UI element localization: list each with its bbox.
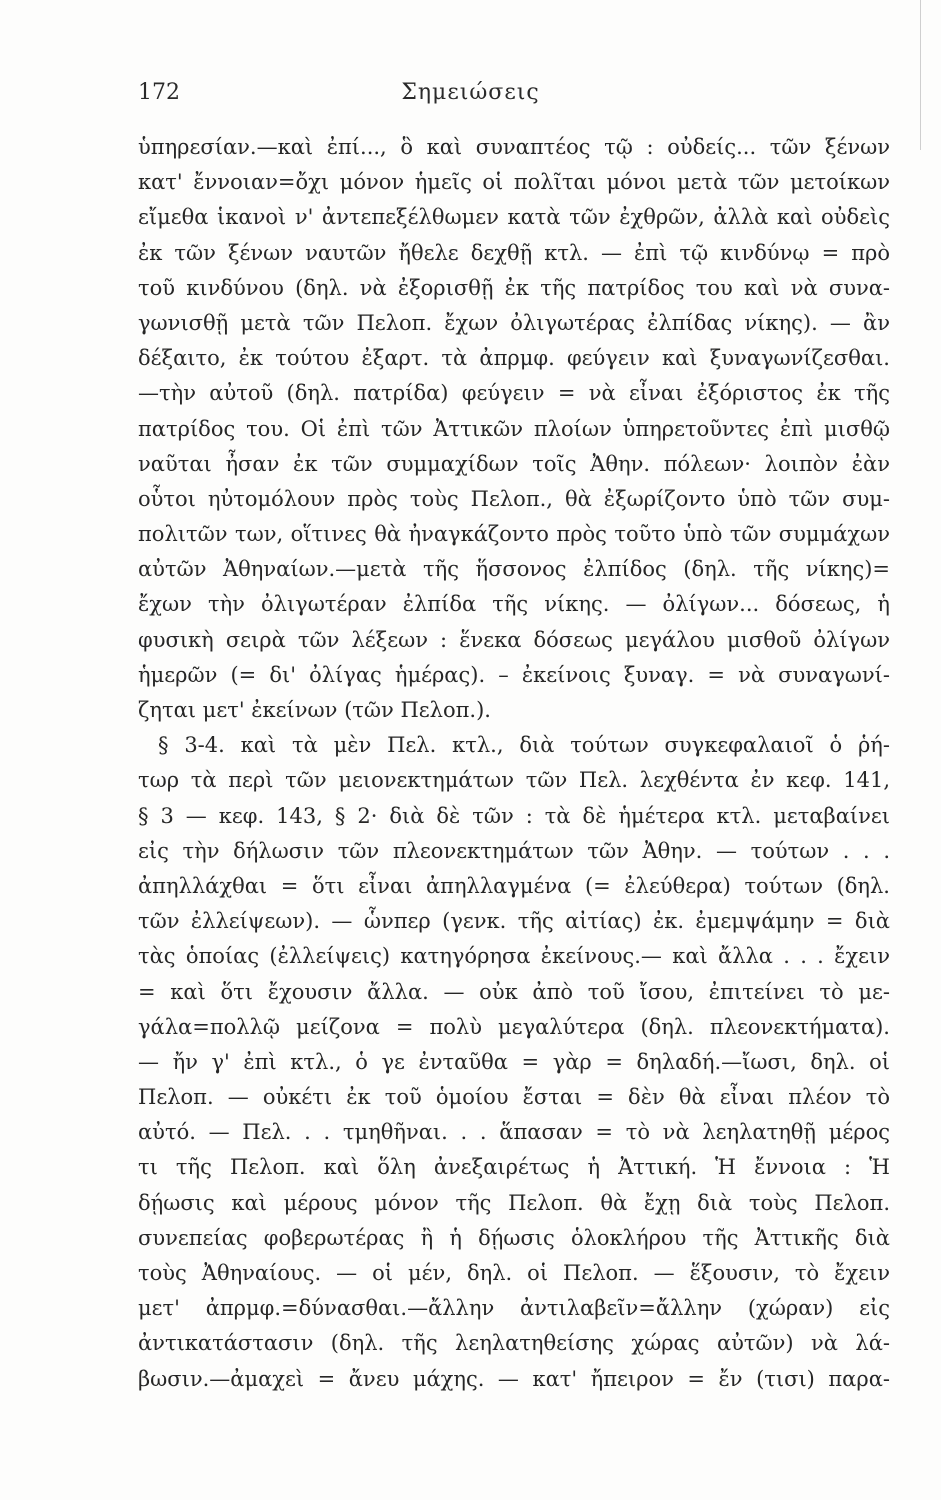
text-line: ὑπηρεσίαν.—καὶ ἐπί..., ὃ καὶ συναπτέος τῷ : οὐδείς... τῶν ξένων [138, 135, 890, 159]
text-line: βωσιν.—ἀμαχεὶ = ἄνευ μάχης. — κατ' ἤπειρον = ἔν (τισι) παρα- [138, 1366, 890, 1391]
text-line: τοὺς Ἀθηναίους. — οἱ μέν, δηλ. οἱ Πελοπ. — ἕξουσιν, τὸ ἔχειν [138, 1261, 890, 1285]
text-line: —τὴν αὐτοῦ (δηλ. πατρίδα) φεύγειν = νὰ εἶναι ἐξόριστος ἐκ τῆς [138, 381, 890, 406]
text-line: τοῦ κινδύνου (δηλ. νὰ ἐξορισθῇ ἐκ τῆς πατρίδος του καὶ νὰ συνα- [138, 275, 890, 300]
text-line: εἰς τὴν δήλωσιν τῶν πλεονεκτημάτων τῶν Ἀθην. — τούτων . . . [138, 838, 890, 863]
text-line: ἡμερῶν (= δι' ὀλίγας ἡμέρας). – ἐκείνοις ξυναγ. = νὰ συναγωνί- [138, 662, 890, 687]
text-line: οὗτοι ηὐτομόλουν πρὸς τοὺς Πελοπ., θὰ ἐξωρίζοντο ὑπὸ τῶν συμ- [138, 486, 890, 511]
text-line: πατρίδος του. Οἱ ἐπὶ τῶν Ἀττικῶν πλοίων ὑπηρετοῦντες ἐπὶ μισθῷ [138, 416, 890, 441]
page-number: 172 [138, 80, 180, 105]
text-line: § 3-4. καὶ τὰ μὲν Πελ. κτλ., διὰ τούτων συγκεφαλαιοῖ ὁ ῥή- [158, 733, 890, 758]
text-line: § 3 — κεφ. 143, § 2· διὰ δὲ τῶν : τὰ δὲ ἡμέτερα κτλ. μεταβαίνει [138, 803, 890, 828]
text-line: δέξαιτο, ἐκ τούτου ἐξαρτ. τὰ ἀπρμφ. φεύγειν καὶ ξυναγωνίζεσθαι. [138, 346, 890, 371]
text-line: γωνισθῇ μετὰ τῶν Πελοπ. ἔχων ὀλιγωτέρας ἐλπίδας νίκης). — ἂν [138, 310, 890, 335]
text-line: ζηται μετ' ἐκείνων (τῶν Πελοπ.). [138, 698, 491, 722]
text-line: ναῦται ἦσαν ἐκ τῶν συμμαχίδων τοῖς Ἀθην. πόλεων· λοιπὸν ἐὰν [138, 451, 890, 476]
text-line: μετ' ἀπρμφ.=δύνασθαι.—ἄλλην ἀντιλαβεῖν=ἄλλην (χώραν) εἰς [138, 1296, 890, 1321]
text-line: = καὶ ὅτι ἔχουσιν ἄλλα. — οὐκ ἀπὸ τοῦ ἴσου, ἐπιτείνει τὸ με- [138, 979, 890, 1004]
text-line: τι τῆς Πελοπ. καὶ ὅλη ἀνεξαιρέτως ἡ Ἀττική. Ἡ ἔννοια : Ἡ [138, 1155, 890, 1180]
text-line: ἀπηλλάχθαι = ὅτι εἶναι ἀπηλλαγμένα (= ἐλεύθερα) τούτων (δηλ. [138, 873, 890, 898]
running-title: Σημειώσεις [401, 80, 540, 105]
text-line: τὰς ὁποίας (ἐλλείψεις) κατηγόρησα ἐκείνους.— καὶ ἄλλα . . . ἔχειν [138, 944, 890, 969]
text-line: Πελοπ. — οὐκέτι ἐκ τοῦ ὁμοίου ἔσται = δὲν θὰ εἶναι πλέον τὸ [138, 1085, 890, 1110]
text-line: δῄωσις καὶ μέρους μόνον τῆς Πελοπ. θὰ ἔχῃ διὰ τοὺς Πελοπ. [138, 1190, 890, 1215]
text-line: πολιτῶν των, οἵτινες θὰ ἠναγκάζοντο πρὸς τοῦτο ὑπὸ τῶν συμμάχων [138, 522, 890, 547]
text-line: φυσικὴ σειρὰ τῶν λέξεων : ἕνεκα δόσεως μεγάλου μισθοῦ ὀλίγων [138, 627, 890, 652]
text-line: ἀντικατάστασιν (δηλ. τῆς λεηλατηθείσης χώρας αὐτῶν) νὰ λά- [138, 1331, 890, 1356]
text-line: συνεπείας φοβερωτέρας ἢ ἡ δῄωσις ὁλοκλήρου τῆς Ἀττικῆς διὰ [138, 1225, 890, 1250]
text-line: αὐτῶν Ἀθηναίων.—μετὰ τῆς ἥσσονος ἐλπίδος (δηλ. τῆς νίκης)= [138, 557, 890, 582]
page-edge-line [920, 0, 921, 150]
text-line: ἐκ τῶν ξένων ναυτῶν ἤθελε δεχθῇ κτλ. — ἐπὶ τῷ κινδύνῳ = πρὸ [138, 240, 890, 265]
text-line: γάλα=πολλῷ μείζονα = πολὺ μεγαλύτερα (δηλ. πλεονεκτήματα). [138, 1014, 890, 1039]
text-line: κατ' ἔννοιαν=ὄχι μόνον ἡμεῖς οἱ πολῖται μόνοι μετὰ τῶν μετοίκων [138, 170, 890, 195]
text-line: αὐτό. — Πελ. . . τμηθῆναι. . . ἅπασαν = τὸ νὰ λεηλατηθῇ μέρος [138, 1120, 890, 1145]
text-line: ἔχων τὴν ὀλιγωτέραν ἐλπίδα τῆς νίκης. — ὀλίγων... δόσεως, ἡ [138, 592, 890, 617]
text-line: τωρ τὰ περὶ τῶν μειονεκτημάτων τῶν Πελ. λεχθέντα ἐν κεφ. 141, [138, 768, 890, 793]
text-line: — ἤν γ' ἐπὶ κτλ., ὁ γε ἐνταῦθα = γὰρ = δηλαδή.—ἴωσι, δηλ. οἱ [138, 1049, 890, 1074]
text-line: εἴμεθα ἱκανοὶ ν' ἀντεπεξέλθωμεν κατὰ τῶν ἐχθρῶν, ἀλλὰ καὶ οὐδεὶς [138, 205, 890, 230]
text-line: τῶν ἐλλείψεων). — ὧνπερ (γενκ. τῆς αἰτίας) ἐκ. ἐμεμψάμην = διὰ [138, 909, 890, 934]
body-text [138, 130, 890, 1397]
